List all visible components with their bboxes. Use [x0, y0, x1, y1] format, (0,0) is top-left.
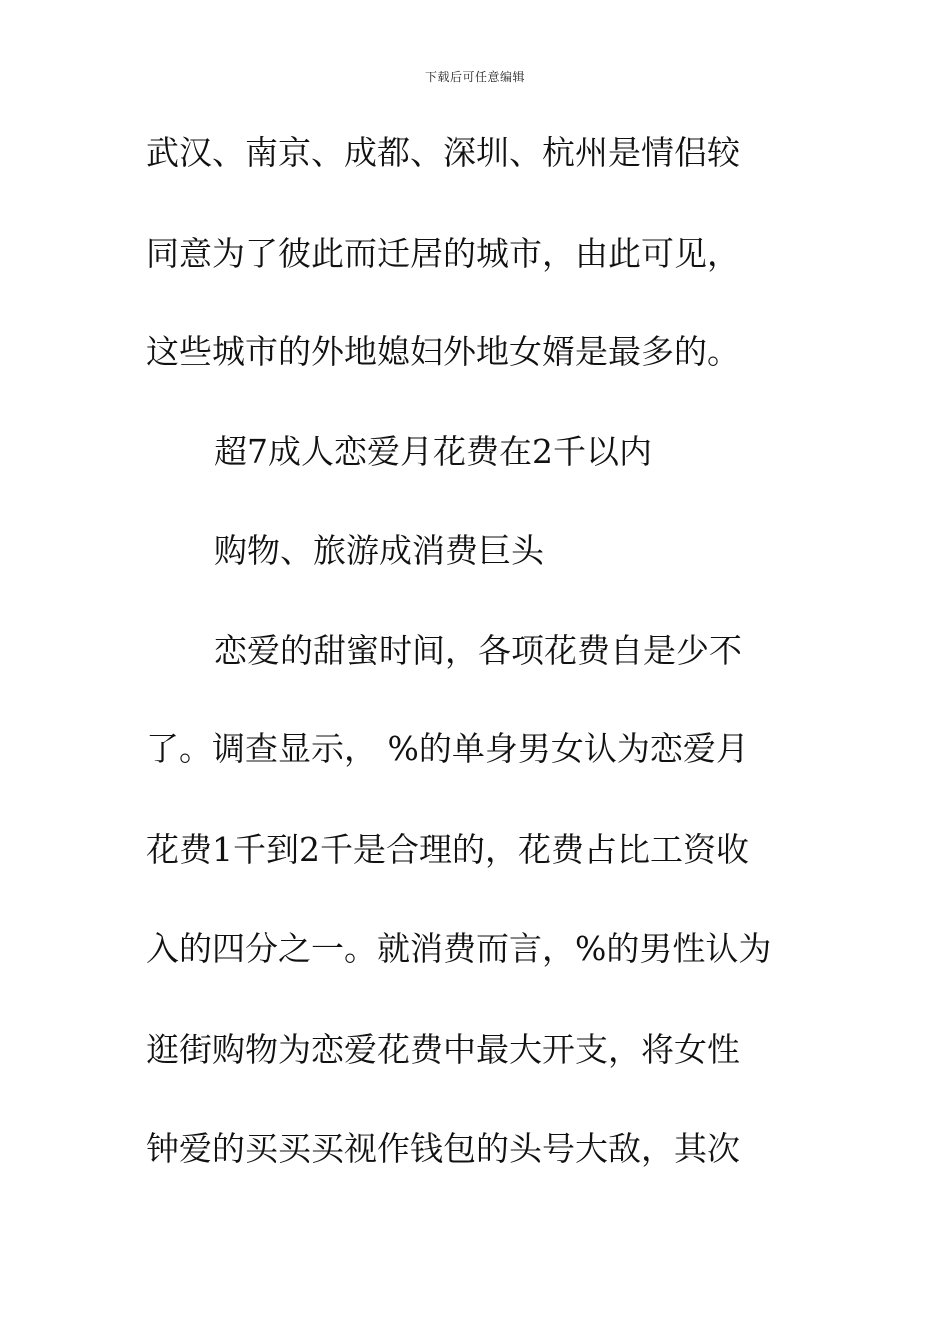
body-text-line: 恋爱的甜蜜时间，各项花费自是少不 [214, 631, 742, 670]
page-header: 下载后可任意编辑 [424, 70, 525, 84]
body-text-line: 钟爱的买买买视作钱包的头号大敌，其次 [146, 1129, 740, 1168]
body-text-line: 了。调查显示， %的单身男女认为恋爱月 [146, 729, 749, 768]
body-text-line: 同意为了彼此而迁居的城市，由此可见， [146, 234, 740, 273]
body-text-line: 花费1千到2千是合理的，花费占比工资收 [146, 830, 749, 869]
section-subheading: 购物、旅游成消费巨头 [214, 531, 544, 570]
body-text-line: 这些城市的外地媳妇外地女婿是最多的。 [146, 332, 740, 371]
body-text-line: 逛街购物为恋爱花费中最大开支，将女性 [146, 1030, 740, 1069]
body-text-line: 武汉、南京、成都、深圳、杭州是情侣较 [146, 133, 740, 172]
section-heading: 超7成人恋爱月花费在2千以内 [214, 432, 652, 471]
body-text-line: 入的四分之一。就消费而言，%的男性认为 [146, 929, 772, 968]
